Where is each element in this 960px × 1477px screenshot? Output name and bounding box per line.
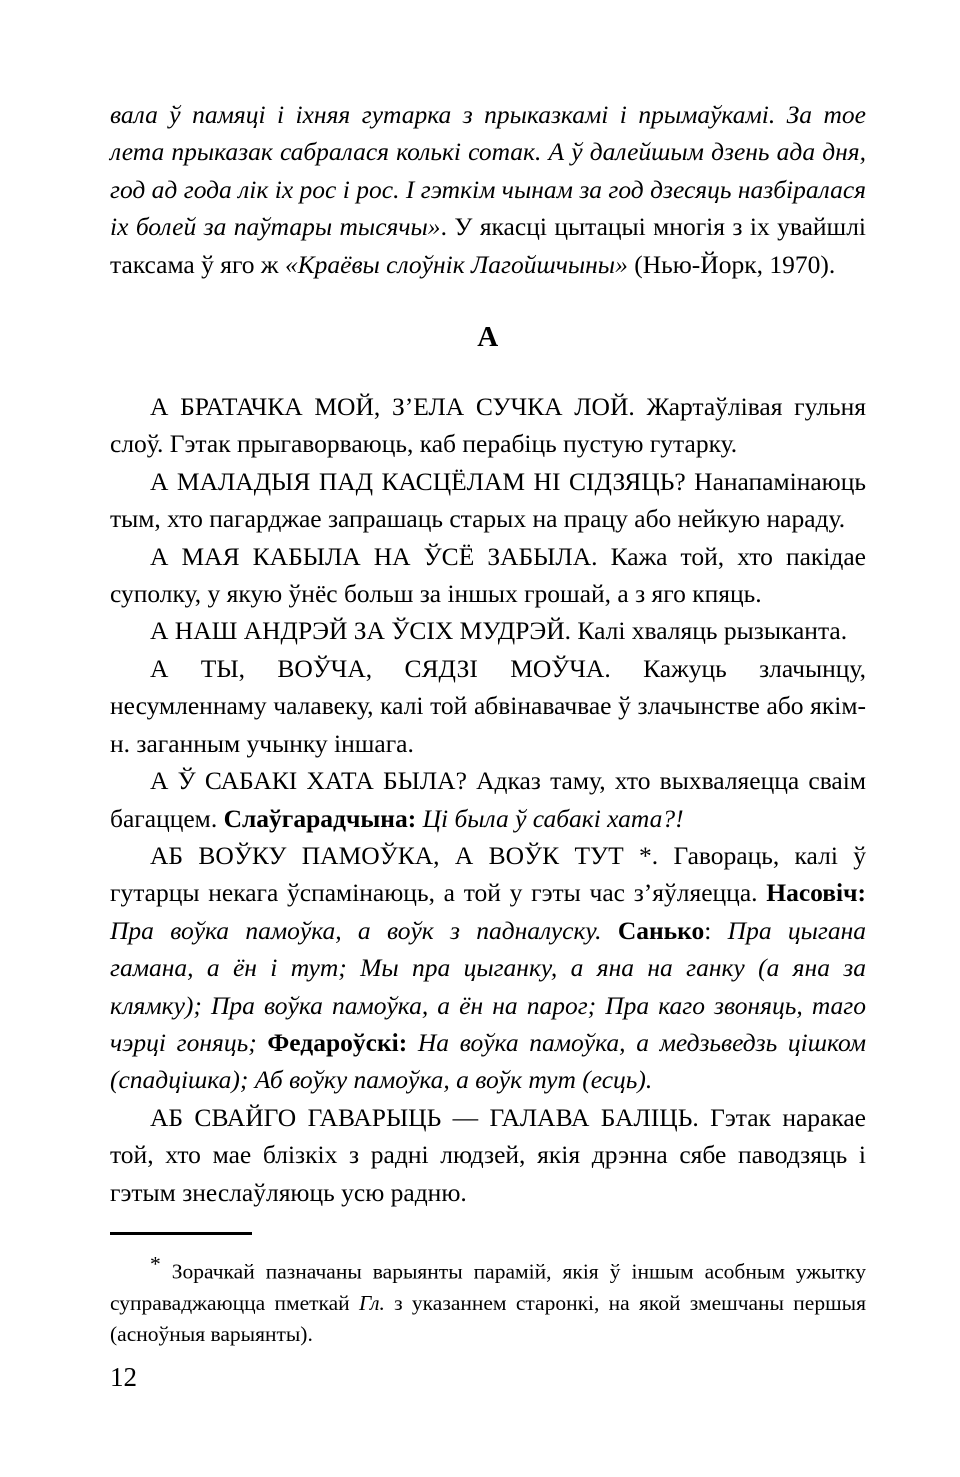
citation-source-name: Насовіч: bbox=[766, 878, 866, 908]
dictionary-entry bbox=[110, 837, 866, 1099]
entry-source-citation: Ці была ў сабакі хата?! bbox=[416, 803, 684, 833]
entry-gloss: Гэтак наракае той, хто мае блізкіх з радні людзей, якія дрэнна сябе паводзяць і гэтым знеслаўляюць усю радню. bbox=[110, 1102, 866, 1207]
footnote-part-one: Зорачкай пазначаны варыянты парамій, якія ў іншым асобным ужытку суправаджаюцца пметкай bbox=[110, 1259, 866, 1315]
entry-headword: АБ ВОЎКУ ПАМОЎКА, А ВОЎК ТУТ *. bbox=[150, 840, 659, 870]
entry-source-label: Слаўгарадчына: bbox=[223, 803, 417, 833]
dictionary-entry bbox=[110, 612, 866, 649]
intro-italic-title: «Краёвы слоўнік Лагойшчыны» bbox=[284, 249, 628, 279]
citation-text: Пра воўка памоўка, а воўк з падналуску. bbox=[110, 915, 602, 945]
footnote-italic-reference: Гл. bbox=[358, 1290, 385, 1315]
entry-headword: А НАШ АНДРЭЙ ЗА ЎСІХ МУДРЭЙ. bbox=[150, 616, 572, 646]
entry-gloss: Калі хваляць рызыканта. bbox=[571, 616, 848, 646]
entry-gloss: Кажуць злачынцу, несумленнаму чалавеку, калі той абвінавачвае ў злачынстве або якім-н. заганным учынку іншага. bbox=[110, 653, 866, 758]
entry-headword: А ТЫ, ВОЎЧА, СЯДЗІ МОЎЧА. bbox=[150, 653, 611, 683]
page-text-column bbox=[110, 96, 866, 1211]
dictionary-entry bbox=[110, 463, 866, 538]
intro-roman-tail: (Нью-Йорк, 1970). bbox=[627, 249, 836, 279]
intro-italic-lead: вала ў памяці і іхняя гутарка з прыказкамі і прымаўкамі. За тое лета прыказак сабралася колькі сотак. А ў далейшым дзень ада дня, год ад года лік іх рос і рос. І гэткім чынам за год дзесяць назбіралася іх болей за паўтары тысячы» bbox=[110, 100, 866, 242]
footnote-part-two: з указаннем старонкі, на якой змешчаны першыя (асноўныя варыянты). bbox=[110, 1290, 866, 1346]
entry-gloss: Кажа той, хто пакідае суполку, у якую ўнёс больш за іншых грошай, а з яго кпяць. bbox=[110, 541, 866, 609]
citation-text: Пра цыгана гамана, а ён і тут; Мы пра цыганку, а яна на ганку (а яна за клямку); Пра воўка памоўка, а ён на парог; Пра каго звоняць, таго чэрці гоняць; bbox=[110, 915, 866, 1057]
intro-roman-mid: . У якасці цытацыі многія з іх увайшлі таксама ў яго ж bbox=[110, 212, 866, 279]
footnote-marker: * bbox=[150, 1252, 161, 1276]
dictionary-entry bbox=[110, 650, 866, 762]
dictionary-entry bbox=[110, 762, 866, 837]
footnote-text bbox=[110, 1249, 866, 1350]
dictionary-entry bbox=[110, 1099, 866, 1211]
entry-gloss: Жартаўлівая гульня слоў. Гэтак прыгаворваюць, каб перабіць пустую гутарку. bbox=[110, 392, 866, 459]
citation-source-separator: : bbox=[704, 915, 712, 945]
entry-gloss: Гавораць, калі ў гутарцы некага ўспамінаюць, а той у гэты час з’яўляецца. bbox=[110, 840, 867, 908]
intro-paragraph bbox=[110, 96, 866, 283]
entry-headword: А Ў САБАКІ ХАТА БЫЛА? bbox=[150, 766, 467, 796]
citation-source-name: Федароўскі: bbox=[267, 1027, 408, 1057]
entry-gloss: Адказ таму, хто выхваляецца сваім багаццем. bbox=[110, 766, 866, 833]
dictionary-entry bbox=[110, 538, 866, 613]
entry-headword: А МАЯ КАБЫЛА НА ЎСЁ ЗАБЫЛА. bbox=[150, 541, 598, 571]
letter-section-heading: А bbox=[477, 321, 499, 354]
citation-source-name: Санько bbox=[617, 915, 705, 945]
page-number: 12 bbox=[110, 1362, 137, 1392]
entry-headword: АБ СВАЙГО ГАВАРЫЦЬ — ГАЛАВА БАЛІЦЬ. bbox=[150, 1102, 699, 1132]
entry-headword: А БРАТАЧКА МОЙ, З’ЕЛА СУЧКА ЛОЙ. bbox=[150, 392, 635, 422]
entry-gloss: Нанапамінаюць тым, хто пагарджае запрашаць старых на працу або нейкую нараду. bbox=[110, 466, 866, 534]
footnote-area bbox=[110, 1232, 866, 1350]
dictionary-entry bbox=[110, 388, 866, 463]
citation-text: На воўка памоўка, а медзьведзь цішком (спадцішка); Аб воўку памоўка, а воўк тут (есць). bbox=[110, 1027, 867, 1095]
footnote-separator-rule bbox=[110, 1232, 252, 1235]
entry-headword: А МАЛАДЫЯ ПАД КАСЦЁЛАМ НІ СІДЗЯЦЬ? bbox=[150, 466, 686, 496]
